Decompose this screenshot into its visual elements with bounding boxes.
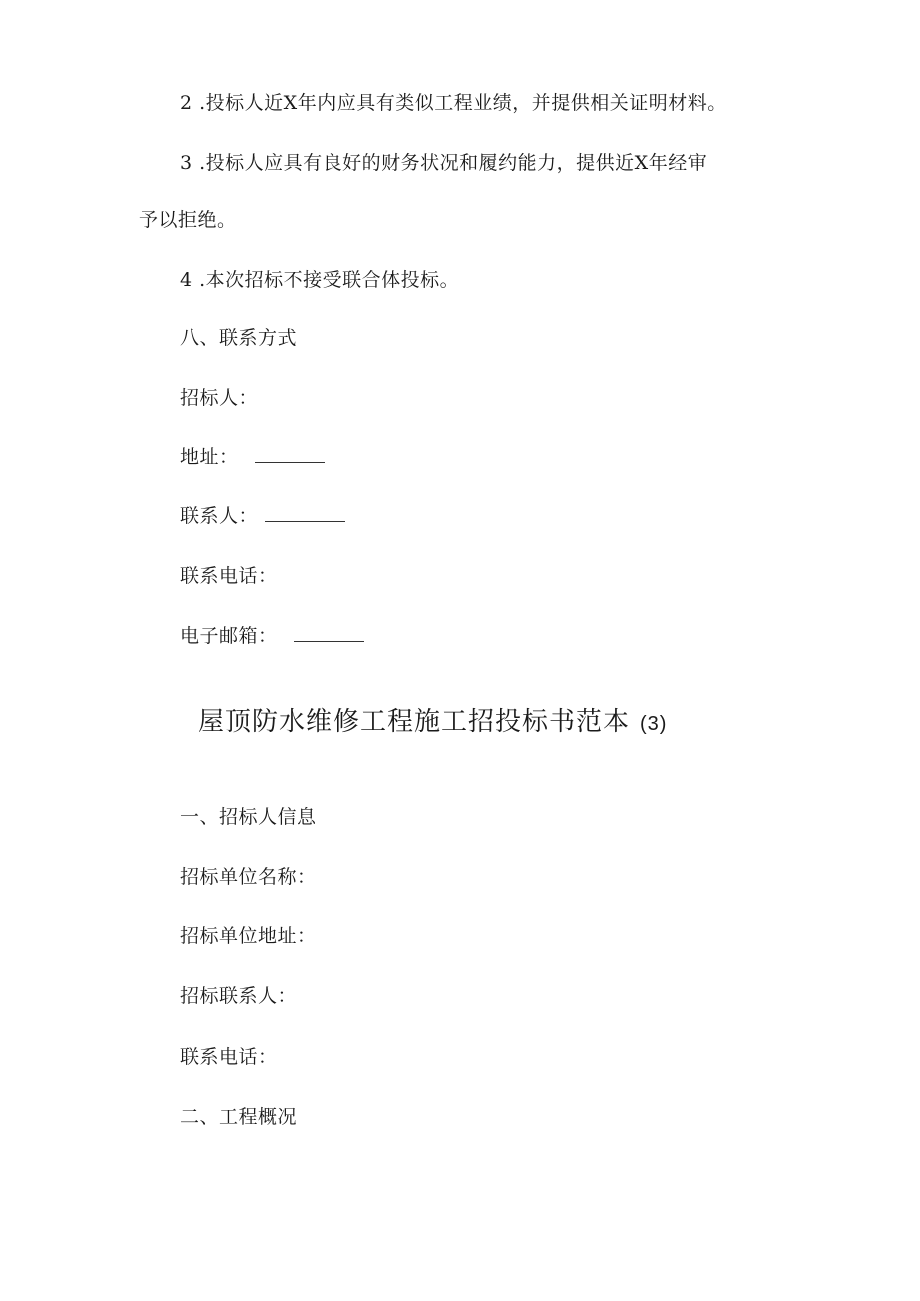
tenderer-label: 招标人：: [180, 387, 259, 409]
title-text: 屋顶防水维修工程施工招投标书范本: [198, 707, 631, 737]
address-blank: [255, 445, 325, 463]
email-blank: [294, 624, 364, 642]
contact-person-blank: [265, 504, 345, 522]
requirement-item-2: 2 .投标人近X年内应具有类似工程业绩，并提供相关证明材料。: [180, 92, 727, 114]
requirement-item-3-continued: 予以拒绝。: [139, 209, 237, 231]
requirement-item-3: 3 .投标人应具有良好的财务状况和履约能力，提供近X年经审: [180, 152, 708, 174]
address-label: 地址：: [180, 446, 239, 468]
document-title: [198, 705, 667, 741]
phone-label: 联系电话：: [180, 565, 278, 587]
section1-phone-label: 联系电话：: [180, 1046, 278, 1068]
section1-heading: 一、招标人信息: [180, 806, 317, 828]
section2-heading: 二、工程概况: [180, 1106, 298, 1128]
contact-section-heading: 八、联系方式: [180, 327, 298, 349]
address-row: [180, 445, 325, 469]
unit-name-label: 招标单位名称：: [180, 866, 317, 888]
title-number: (3): [640, 713, 668, 735]
requirement-item-4: 4 .本次招标不接受联合体投标。: [180, 269, 460, 291]
contact-person-row: [180, 504, 345, 528]
unit-contact-label: 招标联系人：: [180, 985, 298, 1007]
email-row: [180, 624, 364, 648]
email-label: 电子邮箱：: [180, 625, 278, 647]
unit-address-label: 招标单位地址：: [180, 925, 317, 947]
contact-person-label: 联系人：: [180, 505, 259, 527]
